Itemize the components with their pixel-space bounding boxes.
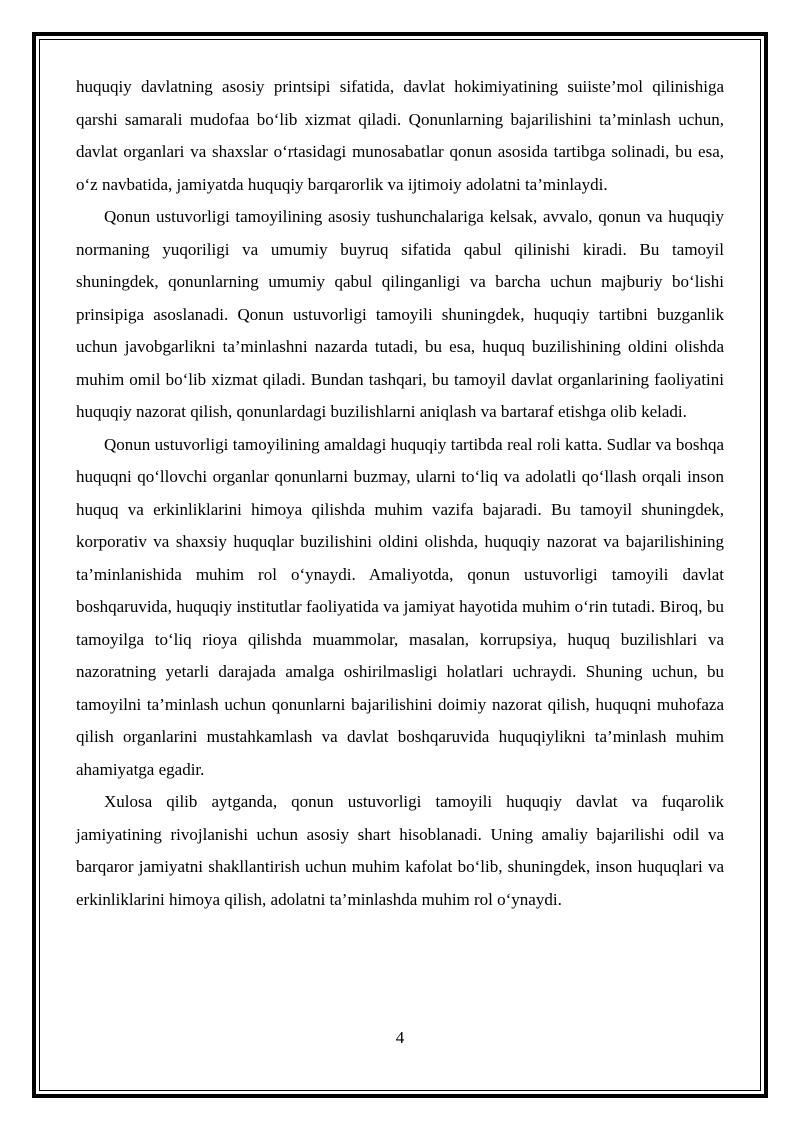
paragraph-2: Qonun ustuvorligi tamoyilining asosiy tushunchalariga kelsak, avvalo, qonun va huquqiy normaning yuqoriligi va umumiy buyruq sifatida qabul qilinishi kiradi. Bu tamoyil shuningdek, qonunlarning umumiy qabul qilinganligi va barcha uchun majburiy bo‘lishi prinsipiga asoslanadi. Qonun ustuvorligi tamoyili shuningdek, huquqiy tartibni buzganlik uchun javobgarlikni ta’minlashni nazarda tutadi, bu esa, huquq buzilishining oldini olishda muhim omil bo‘lib xizmat qiladi. Bundan tashqari, bu tamoyil davlat organlarining faoliyatini huquqiy nazorat qilish, qonunlardagi buzilishlarni aniqlash va bartaraf etishga olib keladi.: [76, 207, 724, 421]
paragraph-1: huquqiy davlatning asosiy printsipi sifatida, davlat hokimiyatining suiiste’mol qilinishiga qarshi samarali mudofaa bo‘lib xizmat qiladi. Qonunlarning bajarilishini ta’minlash uchun, davlat organlari va shaxslar o‘rtasidagi munosabatlar qonun asosida tartibga solinadi, bu esa, o‘z navbatida, jamiyatda huquqiy barqarorlik va ijtimoiy adolatni ta’minlaydi.: [76, 77, 724, 194]
document-body: [76, 71, 724, 916]
paragraph-3: Qonun ustuvorligi tamoyilining amaldagi huquqiy tartibda real roli katta. Sudlar va boshqa huquqni qo‘llovchi organlar qonunlarni buzmay, ularni to‘liq va adolatli qo‘llash orqali inson huquq va erkinliklarini himoya qilishda muhim vazifa bajaradi. Bu tamoyil shuningdek, korporativ va shaxsiy huquqlar buzilishini oldini olishda, huquqiy nazorat va bajarilishining ta’minlanishida muhim rol o‘ynaydi. Amaliyotda, qonun ustuvorligi tamoyili davlat boshqaruvida, huquqiy institutlar faoliyatida va jamiyat hayotida muhim o‘rin tutadi. Biroq, bu tamoyilga to‘liq rioya qilishda muammolar, masalan, korrupsiya, huquq buzilishlari va nazoratning yetarli darajada amalga oshirilmasligi holatlari uchraydi. Shuning uchun, bu tamoyilni ta’minlash uchun qonunlarni bajarilishini doimiy nazorat qilish, huquqni muhofaza qilish organlarini mustahkamlash va davlat boshqaruvida huquqiylikni ta’minlash muhim ahamiyatga egadir.: [76, 434, 724, 779]
paragraph-4: Xulosa qilib aytganda, qonun ustuvorligi tamoyili huquqiy davlat va fuqarolik jamiyatining rivojlanishi uchun asosiy shart hisoblanadi. Uning amaliy bajarilishi odil va barqaror jamiyatni shakllantirish uchun muhim kafolat bo‘lib, shuningdek, inson huquqlari va erkinliklarini himoya qilish, adolatni ta’minlashda muhim rol o‘ynaydi.: [76, 792, 724, 909]
page-number: 4: [395, 1028, 405, 1047]
